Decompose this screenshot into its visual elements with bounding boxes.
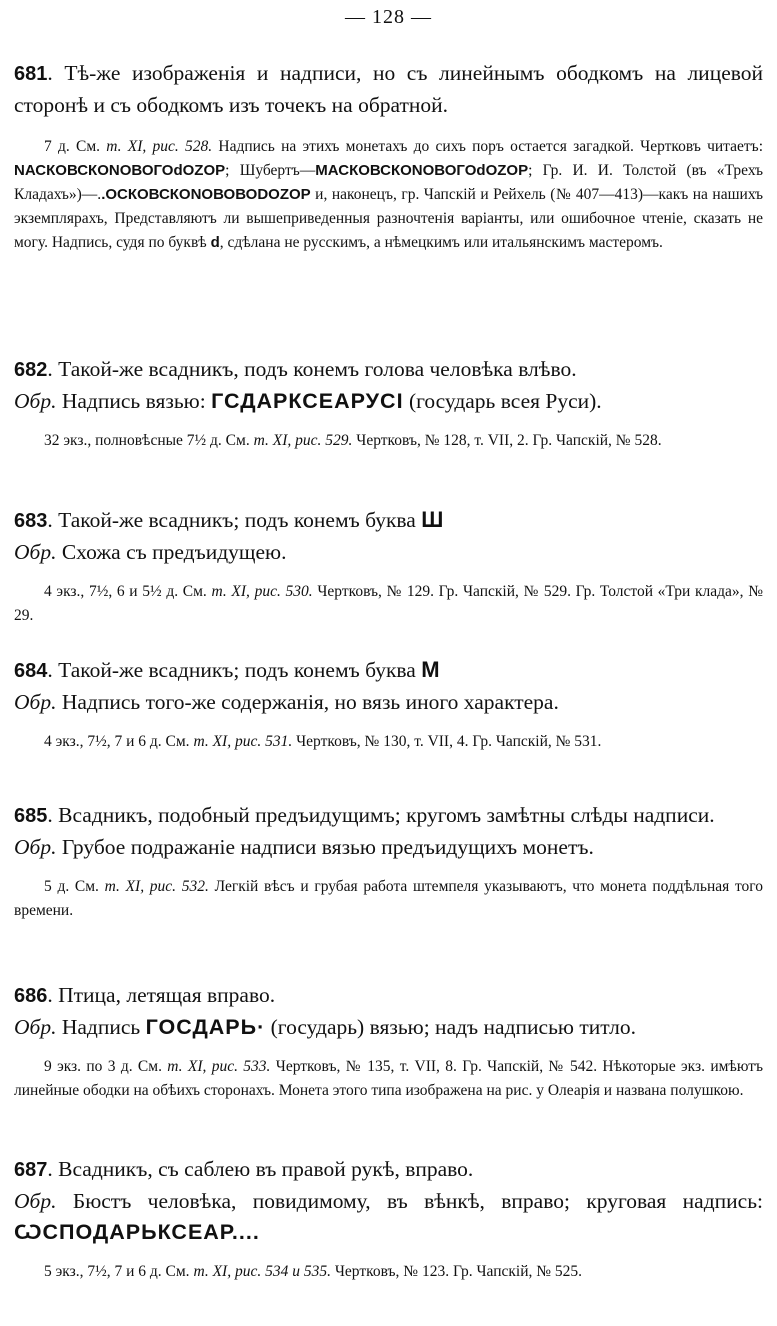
figure-reference: т. XI, рис. 533. (167, 1058, 271, 1075)
entry-683-description: 683. Такой-же всадникъ; подъ конемъ буква Ш Обр. Схожа съ предъидущею. (14, 507, 444, 564)
page-number: — 128 — (345, 6, 432, 28)
figure-reference: т. XI, рис. 528. (106, 138, 213, 155)
figure-reference: т. XI, рис. 532. (104, 878, 209, 895)
viaz-inscription: ГСДАРКСЕАРУСІ (211, 389, 404, 413)
entry-682-description: 682. Такой-же всадникъ, подъ конемъ голова человѣка влѣво. Обр. Надпись вязью: ГСДАРКСЕАРУСІ (государь всея Руси). (14, 357, 602, 413)
reverse-label: Обр. (14, 1189, 57, 1213)
inscription-reading: .ОСКОВСКОNОВОВОDОZОР (101, 186, 311, 203)
letter-mark: Ш (421, 507, 444, 532)
entry-number: 685 (14, 805, 48, 827)
entry-686 (14, 980, 763, 1103)
entry-number: 681 (14, 63, 48, 85)
reverse-label: Обр. (14, 540, 57, 564)
entry-number: 682 (14, 359, 48, 381)
entry-686-note: 9 экз. по 3 д. См. т. XI, рис. 533. Чертковъ, № 135, т. VII, 8. Гр. Чапскій, № 542. Нѣкоторые экз. имѣютъ линейные ободки на обѣихъ сторонахъ. Монета этого типа изображена на рис. у Олеарія и названа полушкою. (14, 1058, 764, 1099)
reverse-label: Обр. (14, 690, 57, 714)
inscription-letter: d (210, 234, 220, 251)
figure-reference: т. XI, рис. 534 и 535. (193, 1263, 331, 1280)
entry-681-note: 7 д. См. т. XI, рис. 528. Надпись на этихъ монетахъ до сихъ поръ остается загадкой. Чертковъ читаетъ: NАСКОВСКОNОВОГОdОZОР; Шубертъ—МАСКОВСКОNОВОГОdОZОР; Гр. И. И. Толстой (въ «Трехъ Кладахъ»)—..ОСКОВСКОNОВОВОDОZОР и, наконецъ, гр. Чапскій и Рейхель (№ 407—413)—какъ на нашихъ экземплярахъ, Представляютъ ли вышеприведенныя разночтенія варіанты, или ошибочное чтеніе, сказать не могу. Надпись, судя по буквѣ d, сдѣлана не русскимъ, а нѣмецкимъ или итальянскимъ мастеромъ. (14, 138, 764, 251)
entry-685-note: 5 д. См. т. XI, рис. 532. Легкій вѣсъ и грубая работа штемпеля указываютъ, что монета поддѣльная того времени. (14, 878, 763, 919)
viaz-inscription: ГОСДАРЬ· (145, 1015, 266, 1039)
figure-reference: т. XI, рис. 529. (253, 432, 353, 449)
entry-687-note: 5 экз., 7½, 7 и 6 д. См. т. XI, рис. 534 и 535. Чертковъ, № 123. Гр. Чапскій, № 525. (44, 1263, 583, 1280)
entry-681-description: 681. Тѣ-же изображенія и надписи, но съ линейнымъ ободкомъ на лицевой сторонѣ и съ ободкомъ изъ точекъ на обратной. (14, 61, 763, 117)
entry-686-description: 686. Птица, летящая вправо. Обр. Надпись ГОСДАРЬ· (государь) вязью; надъ надписью титло. (14, 983, 636, 1039)
figure-reference: т. XI, рис. 531. (193, 733, 293, 750)
entry-684 (14, 654, 763, 754)
entry-685-description: 685. Всадникъ, подобный предъидущимъ; кругомъ замѣтны слѣды надписи. Обр. Грубое подражаніе надписи вязью предъидущихъ монетъ. (14, 803, 715, 859)
entry-687 (14, 1154, 763, 1284)
inscription-reading: МАСКОВСКОNОВОГОdОZОР (315, 162, 529, 179)
entry-682-note: 32 экз., полновѣсные 7½ д. См. т. XI, рис. 529. Чертковъ, № 128, т. VII, 2. Гр. Чапскій, № 528. (44, 432, 662, 449)
entry-number: 687 (14, 1159, 48, 1181)
entry-687-description: 687. Всадникъ, съ саблею въ правой рукѣ, вправо. Обр. Бюстъ человѣка, повидимому, въ вѣнкѣ, вправо; круговая надпись: ѠСПОДАРЬКСЕАР.... (14, 1157, 763, 1244)
entry-number: 684 (14, 660, 48, 682)
inscription-reading: NАСКОВСКОNОВОГОdОZОР (14, 162, 226, 179)
entry-number: 686 (14, 985, 48, 1007)
reverse-label: Обр. (14, 389, 57, 413)
entry-684-description: 684. Такой-же всадникъ; подъ конемъ буква М Обр. Надпись того-же содержанія, но вязь иного характера. (14, 657, 559, 714)
entry-683-note: 4 экз., 7½, 6 и 5½ д. См. т. XI, рис. 530. Чертковъ, № 129. Гр. Чапскій, № 529. Гр. Толстой «Три клада», № 29. (14, 583, 764, 624)
entry-number: 683 (14, 510, 48, 532)
entry-681 (14, 58, 763, 255)
figure-reference: т. XI, рис. 530. (211, 583, 313, 600)
entry-text: Тѣ-же изображенія и надписи, но съ линейнымъ ободкомъ на лицевой сторонѣ и съ ободкомъ изъ точекъ на обратной. (14, 61, 763, 117)
entry-683 (14, 504, 763, 628)
viaz-inscription: ѠСПОДАРЬКСЕАР.... (14, 1220, 260, 1244)
reverse-label: Обр. (14, 835, 57, 859)
letter-mark: М (421, 657, 440, 682)
entry-682 (14, 354, 763, 453)
entry-684-note: 4 экз., 7½, 7 и 6 д. См. т. XI, рис. 531. Чертковъ, № 130, т. VII, 4. Гр. Чапскій, № 531. (44, 733, 602, 750)
reverse-label: Обр. (14, 1015, 57, 1039)
entry-685 (14, 800, 763, 923)
